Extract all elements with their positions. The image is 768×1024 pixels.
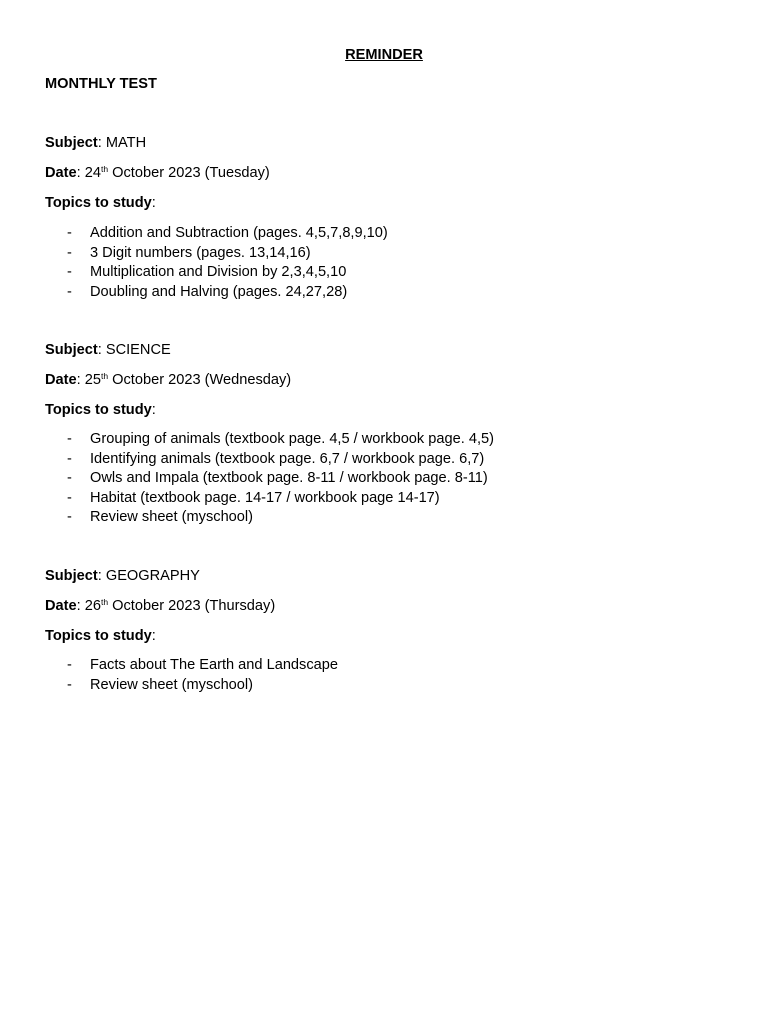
date-suffix: th: [101, 164, 109, 174]
subject-label: Subject: [45, 342, 98, 358]
date-line-science: Date: 25th October 2023 (Wednesday): [45, 371, 292, 388]
topics-line-math: Topics to study:: [45, 195, 156, 211]
subject-line-math: Subject: MATH: [45, 135, 147, 151]
subject-name: GEOGRAPHY: [105, 568, 200, 584]
subject-line-geography: Subject: GEOGRAPHY: [45, 568, 200, 584]
subject-name: SCIENCE: [105, 342, 171, 358]
subject-label: Subject: [45, 568, 98, 584]
date-suffix: th: [101, 371, 109, 381]
topics-label: Topics to study: [45, 195, 152, 211]
date-day: 26: [84, 598, 101, 614]
date-line-geography: Date: 26th October 2023 (Thursday): [45, 597, 276, 614]
date-label: Date: [45, 598, 77, 614]
date-rest: October 2023 (Thursday): [108, 598, 276, 614]
date-label: Date: [45, 165, 77, 181]
topics-label: Topics to study: [45, 402, 152, 418]
date-day: 25: [84, 372, 101, 388]
document-heading: MONTHLY TEST: [45, 76, 157, 92]
topics-label: Topics to study: [45, 628, 152, 644]
date-rest: October 2023 (Tuesday): [108, 165, 270, 181]
date-rest: October 2023 (Wednesday): [108, 372, 292, 388]
subject-label: Subject: [45, 135, 98, 151]
subject-name: MATH: [105, 135, 147, 151]
document-title: REMINDER: [345, 47, 423, 63]
date-line-math: Date: 24th October 2023 (Tuesday): [45, 164, 270, 181]
topics-line-science: Topics to study:: [45, 402, 156, 418]
subject-line-science: Subject: SCIENCE: [45, 342, 171, 358]
document-page: REMINDER MONTHLY TEST Subject: MATH Date: 24th October 2023 (Tuesday) Topics to study: - Addition and Subtraction (pages. 4,5,7,8,9,10) - 3 Digit numbers (pages. 13,14,16) - Multiplication and Division by 2,3,4,5,10 - Doubling and Halving (pages. 24,27,28) Subject: SCIENCE Date: 25th October 2023 (Wednesday) Topics to study: - Grouping of animals (textbook page. 4,5 / workbook page. 4,5) - Identifying animals (textbook page. 6,7 / workbook page. 6,7) - Owls and Impala (textbook page. 8-11 / workbook page. 8-11) - Habitat (textbook page. 14-17 / workbook page 14-17) - Review sheet (myschool) Subject: GEOGRAPHY Date: 26th October 2023 (Thursday) Topics to study: - Facts about The Earth and Landscape - Review sheet (myschool): [0, 0, 768, 1024]
date-label: Date: [45, 372, 77, 388]
date-day: 24: [84, 165, 101, 181]
date-suffix: th: [101, 597, 109, 607]
topics-line-geography: Topics to study:: [45, 628, 156, 644]
